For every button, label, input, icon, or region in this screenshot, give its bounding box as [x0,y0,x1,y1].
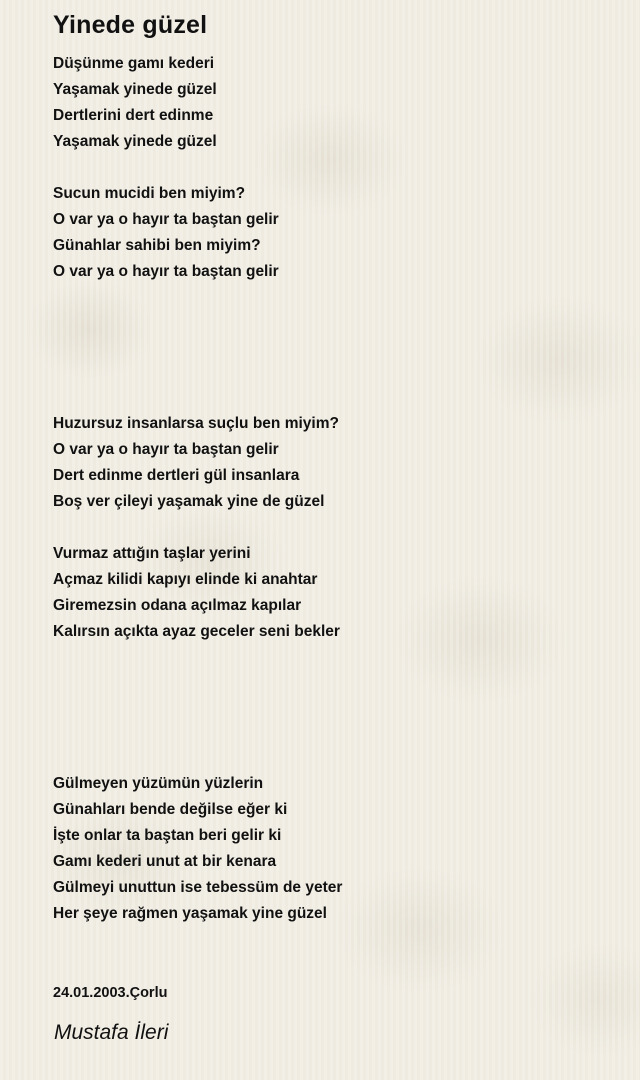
poem-line: O var ya o hayır ta baştan gelir [53,211,279,228]
stanza-5 [53,771,342,927]
poem-line: Her şeye rağmen yaşamak yine güzel [53,905,327,922]
poem-line: Dertlerini dert edinme [53,107,214,124]
poem-line: Yaşamak yinede güzel [53,133,217,150]
poem-title: Yinede güzel [53,11,208,39]
poem-line: Vurmaz attığın taşlar yerini [53,545,251,562]
stanza-1 [53,51,217,155]
poem-date-place: 24.01.2003.Çorlu [53,985,168,1001]
poem-line: İşte onlar ta baştan beri gelir ki [53,827,282,844]
poem-line: Dert edinme dertleri gül insanlara [53,467,300,484]
poem-line: Giremezsin odana açılmaz kapılar [53,597,302,614]
poem-line: Yaşamak yinede güzel [53,81,217,98]
poem-line: Günahlar sahibi ben miyim? [53,237,261,254]
poem-author: Mustafa İleri [54,1021,169,1044]
poem-line: Düşünme gamı kederi [53,55,215,72]
poem-line: O var ya o hayır ta baştan gelir [53,263,279,280]
stanza-3 [53,411,339,515]
poem-line: O var ya o hayır ta baştan gelir [53,441,279,458]
poem-line: Açmaz kilidi kapıyı elinde ki anahtar [53,571,318,588]
poem-line: Kalırsın açıkta ayaz geceler seni bekler [53,623,340,640]
poem-line: Huzursuz insanlarsa suçlu ben miyim? [53,415,339,432]
poem-line: Boş ver çileyi yaşamak yine de güzel [53,493,325,510]
poem-line: Gülmeyen yüzümün yüzlerin [53,775,264,792]
stanza-4 [53,541,340,645]
stanza-2 [53,181,279,285]
poem-line: Günahları bende değilse eğer ki [53,801,288,818]
poem-line: Sucun mucidi ben miyim? [53,185,246,202]
poem-line: Gülmeyi unuttun ise tebessüm de yeter [53,879,343,896]
poem-line: Gamı kederi unut at bir kenara [53,853,277,870]
